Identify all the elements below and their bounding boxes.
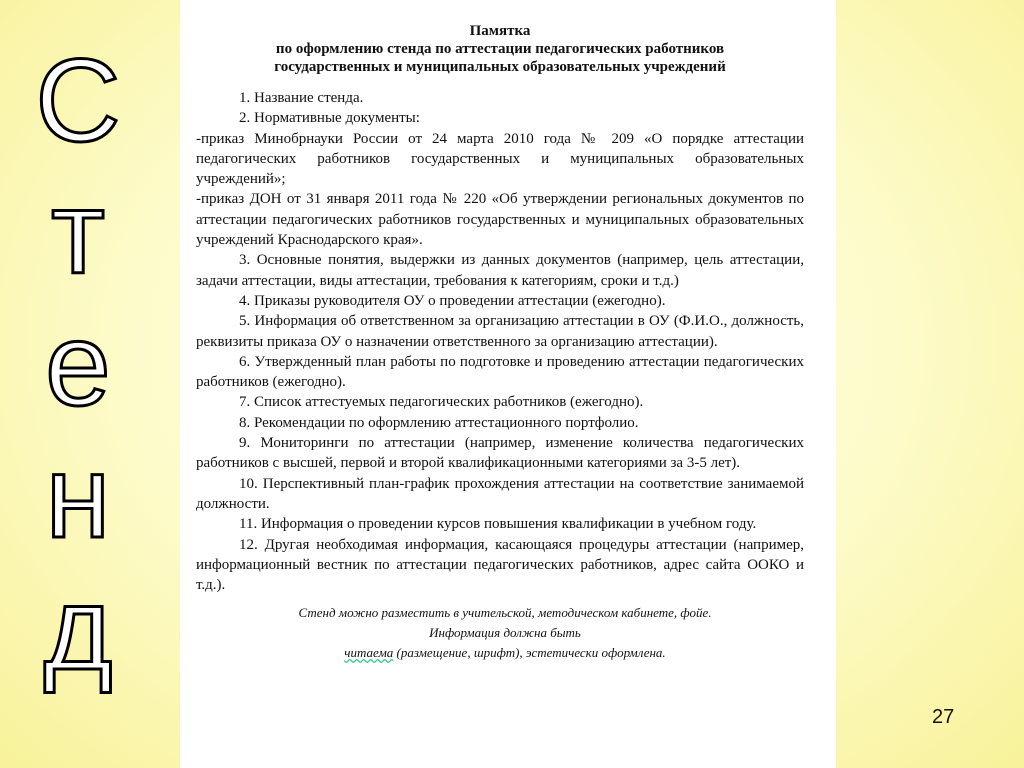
footer-line: [206, 643, 804, 663]
memo-paragraph: 11. Информация о проведении курсов повышения квалификации в учебном году.: [239, 516, 757, 533]
memo-paragraph: 8. Рекомендации по оформлению аттестационного портфолио.: [239, 414, 639, 431]
memo-paragraph: 3. Основные понятия, выдержки из данных документов (например, цель аттестации, задачи аттестации, виды аттестации, требования к категориям, сроки и т.д.): [196, 252, 804, 289]
memo-title-line: по оформлению стенда по аттестации педагогических работников: [275, 41, 725, 57]
memo-paragraph: 6. Утвержденный план работы по подготовке и проведению аттестации педагогических работников (ежегодно).: [196, 353, 804, 391]
memo-paragraph: -приказ ДОН от 31 января 2011 года № 220 «Об утверждении региональных документов по аттестации педагогических работников государственных и муниципальных образовательных учреждений Краснодарского края».: [196, 191, 804, 249]
memo-title-line: Памятка: [469, 23, 531, 39]
memo-title: [196, 22, 804, 76]
memo-paragraph: -приказ Минобрнауки России от 24 марта 2010 года № 209 «О порядке аттестации педагогических работников государственных и муниципальных образовательных учреждений»;: [196, 130, 804, 188]
memo-document: [180, 0, 836, 768]
memo-paragraph: 9. Мониторинги по аттестации (например, изменение количества педагогических работников с высшей, первой и второй квалификационными категориями за 3-5 лет).: [196, 435, 804, 472]
memo-paragraph: 1. Название стенда.: [239, 90, 364, 106]
memo-paragraph: 12. Другая необходимая информация, касающаяся процедуры аттестации (например, информационный вестник по аттестации педагогических работников, адрес сайта ООКО и т.д.).: [196, 536, 804, 594]
vertical-letter: н: [45, 431, 111, 563]
page-number: 27: [932, 706, 955, 728]
footer-line-rest: (размещение, шрифт), эстетически оформлена.: [393, 645, 666, 661]
footer-line: Стенд можно разместить в учительской, методическом кабинете, фойе.: [298, 605, 712, 621]
vertical-letter: д: [43, 563, 113, 695]
vertical-word-stend: [18, 35, 138, 705]
memo-body: [196, 88, 804, 595]
memo-paragraph: 4. Приказы руководителя ОУ о проведении аттестации (ежегодно).: [239, 292, 666, 309]
memo-title-line: государственных и муниципальных образовательных учреждений: [274, 59, 726, 75]
vertical-letter: С: [35, 35, 121, 167]
footer-underlined-word: читаема: [344, 645, 394, 661]
vertical-letter: е: [45, 299, 111, 431]
footer-line: Информация должна быть: [429, 625, 581, 641]
memo-footer-note: [206, 603, 804, 663]
memo-paragraph: 10. Перспективный план-график прохождения аттестации на соответствие занимаемой должности.: [196, 475, 804, 512]
memo-paragraph: 7. Список аттестуемых педагогических работников (ежегодно).: [239, 394, 644, 411]
memo-paragraph: 5. Информация об ответственном за организацию аттестации в ОУ (Ф.И.О., должность, реквизиты приказа ОУ о назначении ответственного за организацию аттестации).: [196, 313, 804, 350]
vertical-letter: т: [50, 167, 106, 299]
memo-paragraph: 2. Нормативные документы:: [239, 110, 420, 127]
